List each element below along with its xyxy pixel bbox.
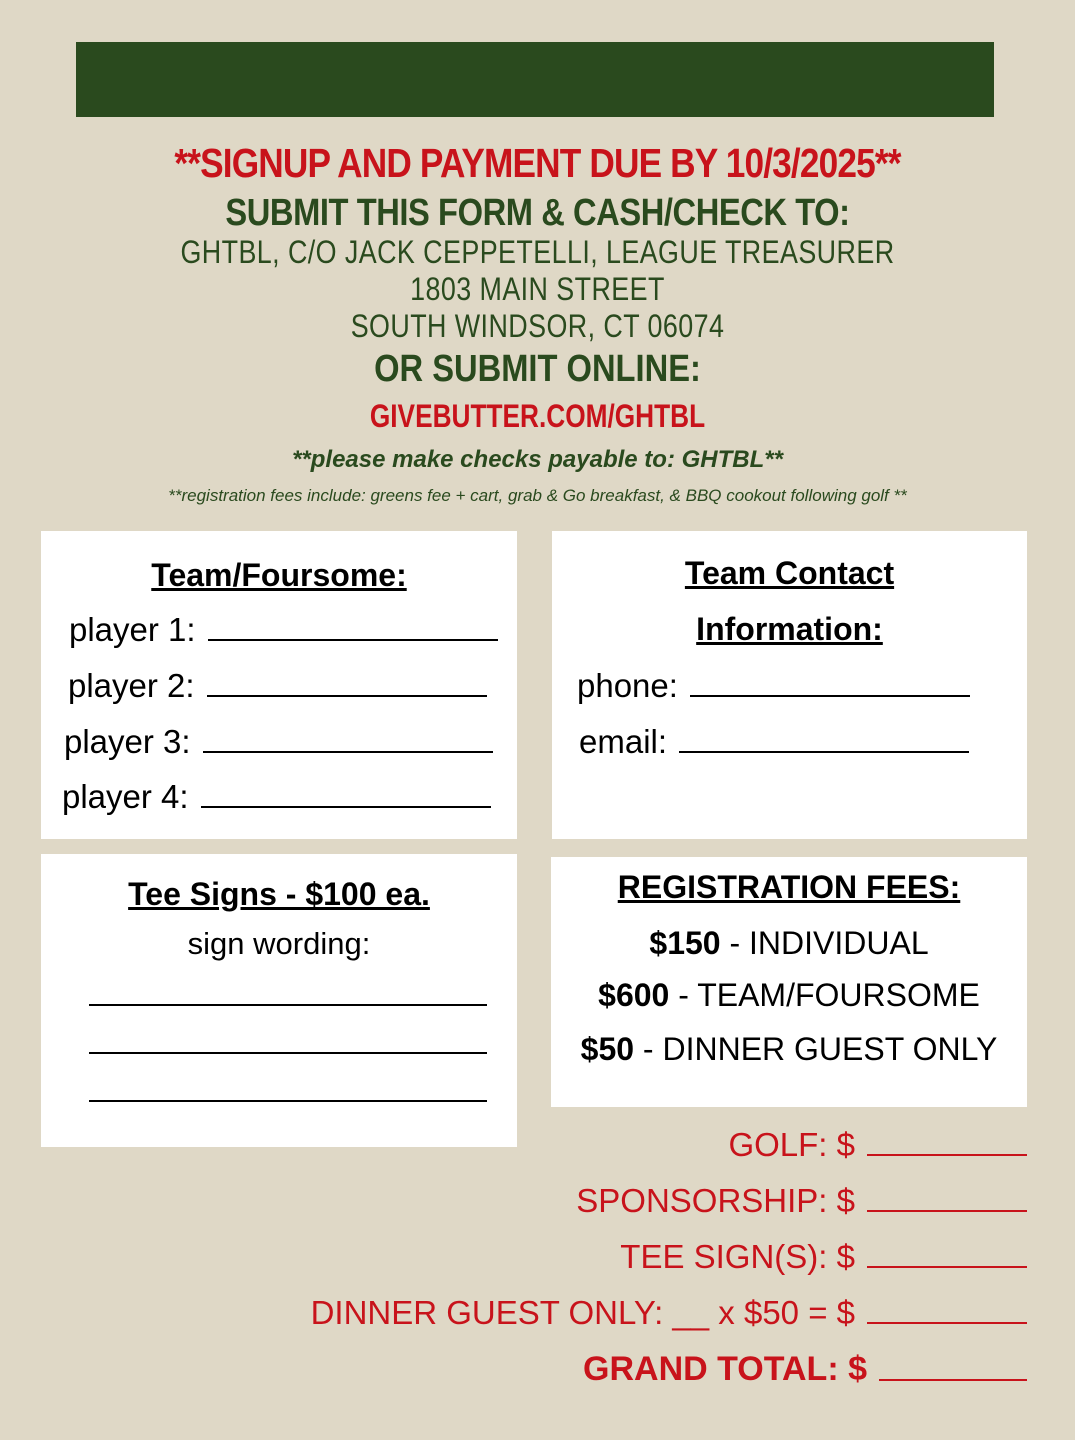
player-4-row [62,778,491,816]
online-heading: OR SUBMIT ONLINE: [374,348,701,390]
golf-total-label: GOLF: $ [728,1126,855,1163]
player-1-row [69,611,498,649]
tee-signs-box [41,854,517,1147]
due-date-notice: **SIGNUP AND PAYMENT DUE BY 10/3/2025** [174,140,901,186]
fee-team-label: - TEAM/FOURSOME [669,977,980,1013]
fees-title: REGISTRATION FEES: [617,869,961,905]
tee-sign-total-field[interactable] [867,1266,1027,1268]
address-line-2: 1803 MAIN STREET [410,271,665,307]
phone-row [577,667,970,705]
fee-team-price: $600 [598,977,670,1013]
sign-wording-line-3[interactable] [89,1100,487,1102]
grand-total-label: GRAND TOTAL: $ [583,1350,867,1388]
sponsorship-total-field[interactable] [867,1210,1027,1212]
contact-title-line-2: Information: [696,611,883,647]
player-3-row [64,723,493,761]
online-url[interactable]: GIVEBUTTER.COM/GHTBL [369,398,706,434]
player-2-field[interactable] [207,695,487,697]
sponsorship-total-row [576,1182,1027,1220]
player-3-label: player 3: [64,723,191,760]
player-4-label: player 4: [62,778,189,815]
fee-dinner [551,1031,1027,1068]
tee-sign-total-row [620,1238,1027,1276]
player-4-field[interactable] [201,806,491,808]
player-2-row [68,667,487,705]
tee-signs-title: Tee Signs - $100 ea. [128,876,430,912]
fee-dinner-label: - DINNER GUEST ONLY [634,1031,998,1067]
grand-total-field[interactable] [879,1379,1027,1381]
sign-wording-line-2[interactable] [89,1052,487,1054]
email-row [579,723,969,761]
submit-heading: SUBMIT THIS FORM & CASH/CHECK TO: [225,192,850,234]
player-2-label: player 2: [68,667,195,704]
team-box [41,531,517,839]
phone-field[interactable] [690,695,970,697]
golf-total-field[interactable] [867,1154,1027,1156]
fee-dinner-price: $50 [580,1031,635,1067]
team-title: Team/Foursome: [151,557,407,593]
contact-box [552,531,1027,839]
sign-wording-label: sign wording: [187,926,371,961]
golf-total-row [728,1126,1027,1164]
registration-fees-box [551,857,1027,1107]
contact-title-line-1: Team Contact [684,555,895,591]
fee-individual [551,925,1027,962]
sponsorship-total-label: SPONSORSHIP: $ [576,1182,855,1219]
dinner-guest-total-field[interactable] [867,1322,1027,1324]
phone-label: phone: [577,667,678,704]
fee-individual-price: $150 [649,925,721,961]
player-3-field[interactable] [203,751,493,753]
fee-team [551,977,1027,1014]
header-banner [76,42,994,117]
address-line-3: SOUTH WINDSOR, CT 06074 [350,308,725,344]
dinner-guest-total-row [311,1294,1027,1332]
grand-total-row [583,1350,1027,1389]
checks-payable-note: **please make checks payable to: GHTBL** [292,446,783,473]
email-field[interactable] [679,751,969,753]
player-1-field[interactable] [208,639,498,641]
email-label: email: [579,723,668,760]
fee-individual-label: - INDIVIDUAL [720,925,929,961]
tee-sign-total-label: TEE SIGN(S): $ [620,1238,855,1275]
dinner-guest-total-label: DINNER GUEST ONLY: __ x $50 = $ [310,1294,855,1331]
sign-wording-line-1[interactable] [89,1004,487,1006]
fees-include-note: **registration fees include: greens fee + cart, grab & Go breakfast, & BBQ cookout following golf ** [168,486,907,505]
player-1-label: player 1: [69,611,196,648]
address-line-1: GHTBL, C/O JACK CEPPETELLI, LEAGUE TREASURER [180,234,895,270]
